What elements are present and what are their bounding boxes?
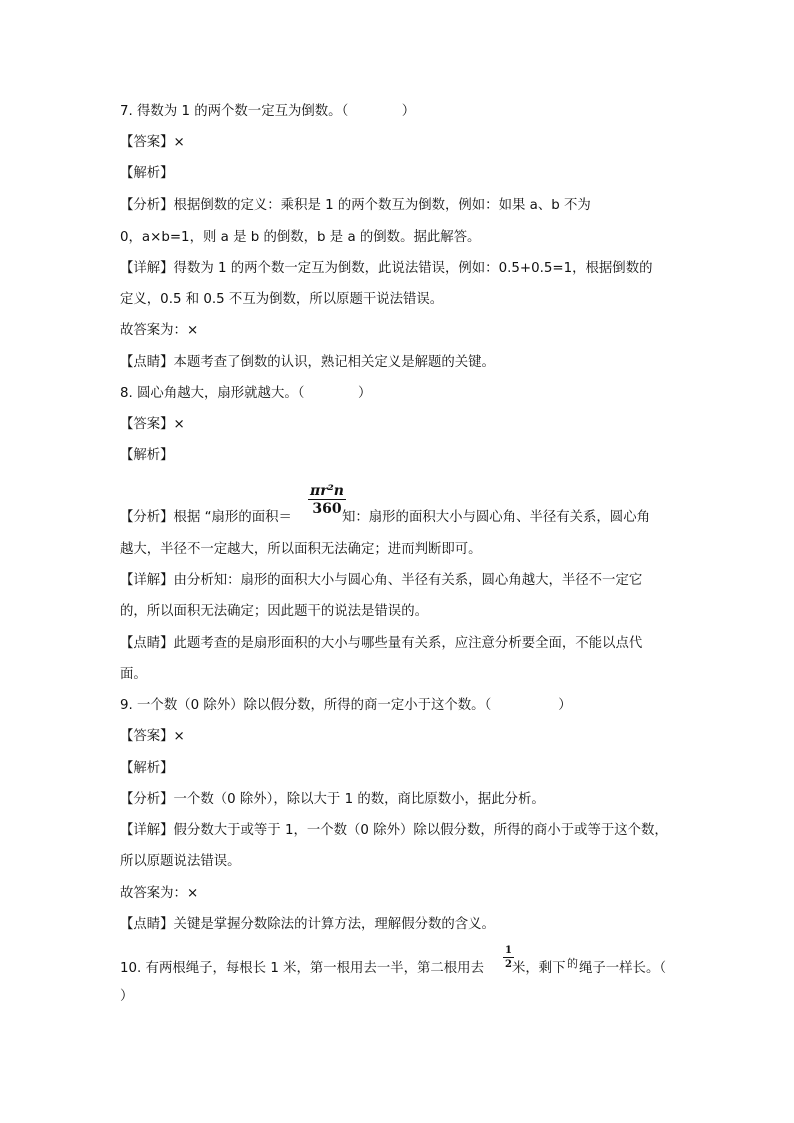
q10-question-line2: ） bbox=[120, 989, 134, 1004]
q9-answer: 【答案】× bbox=[120, 729, 185, 744]
half-numerator: 1 bbox=[505, 945, 512, 956]
q8-jiexi-heading: 【解析】 bbox=[120, 448, 174, 463]
q7-xiangjie-line2: 定义，0.5 和 0.5 不互为倒数，所以原题干说法错误。 bbox=[120, 292, 444, 307]
q8-answer: 【答案】× bbox=[120, 417, 185, 432]
q7-fenxi-line2: 0，a×b=1，则 a 是 b 的倒数，b 是 a 的倒数。据此解答。 bbox=[120, 230, 481, 245]
q8-xiangjie-line2: 的，所以面积无法确定；因此题干的说法是错误的。 bbox=[120, 604, 428, 619]
q7-xiangjie-line1: 【详解】得数为 1 的两个数一定互为倒数，此说法错误，例如：0.5+0.5=1，根据倒数的 bbox=[120, 261, 653, 276]
q7-dianjing: 【点睛】本题考查了倒数的认识，熟记相关定义是解题的关键。 bbox=[120, 355, 495, 370]
q8-fenxi-suffix: 知：扇形的面积大小与圆心角、半径有关系，圆心角 bbox=[342, 510, 650, 525]
q8-question: 8. 圆心角越大，扇形就越大。（ ） bbox=[120, 386, 372, 401]
q9-xiangjie-line1: 【详解】假分数大于或等于 1，一个数（0 除外）除以假分数，所得的商小于或等于这个数， bbox=[120, 823, 668, 838]
q8-fenxi-prefix: 【分析】根据 “扇形的面积＝ bbox=[120, 510, 292, 525]
q7-fenxi-line1: 【分析】根据倒数的定义：乘积是 1 的两个数互为倒数，例如：如果 a、b 不为 bbox=[120, 198, 591, 213]
q8-fenxi-line2: 越大，半径不一定越大，所以面积无法确定；进而判断即可。 bbox=[120, 542, 482, 557]
q9-question: 9. 一个数（0 除外）除以假分数，所得的商一定小于这个数。（ ） bbox=[120, 698, 572, 713]
q10-question-suffix: 绳子一样长。（ bbox=[579, 961, 667, 976]
q8-dianjing-line2: 面。 bbox=[120, 667, 147, 682]
q9-dianjing: 【点睛】关键是掌握分数除法的计算方法，理解假分数的含义。 bbox=[120, 917, 495, 932]
formula-denominator: 360 bbox=[312, 501, 342, 517]
q9-conclusion: 故答案为：× bbox=[120, 886, 199, 901]
q7-jiexi-heading: 【解析】 bbox=[120, 166, 174, 181]
q9-jiexi-heading: 【解析】 bbox=[120, 761, 174, 776]
q9-xiangjie-line2: 所以原题说法错误。 bbox=[120, 854, 241, 869]
q8-dianjing-line1: 【点睛】此题考查的是扇形面积的大小与哪些量有关系，应注意分析要全面，不能以点代 bbox=[120, 636, 643, 651]
q7-question: 7. 得数为 1 的两个数一定互为倒数。（ ） bbox=[120, 104, 416, 119]
q10-small-char: 的 bbox=[567, 957, 578, 970]
q10-question-mid: 米，剩下 bbox=[512, 961, 566, 976]
q10-question-prefix: 10. 有两根绳子，每根长 1 米，第一根用去一半，第二根用去 bbox=[120, 961, 484, 976]
half-denominator: 2 bbox=[505, 959, 512, 970]
q8-xiangjie-line1: 【详解】由分析知：扇形的面积大小与圆心角、半径有关系，圆心角越大，半径不一定它 bbox=[120, 573, 643, 588]
q9-fenxi: 【分析】一个数（0 除外），除以大于 1 的数，商比原数小，据此分析。 bbox=[120, 792, 545, 807]
sector-area-formula bbox=[308, 484, 346, 516]
q7-answer: 【答案】× bbox=[120, 135, 185, 150]
formula-numerator: πr²n bbox=[310, 483, 344, 499]
q7-conclusion: 故答案为：× bbox=[120, 323, 199, 338]
